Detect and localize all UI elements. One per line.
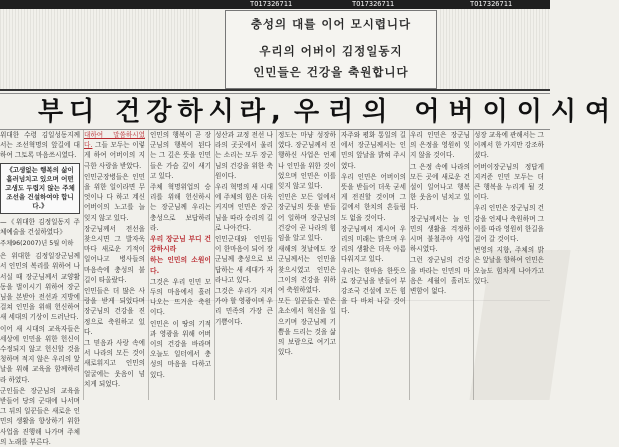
paragraph: 우리 혁명의 새 시대에 주체의 힘은 더욱 커지며 인민은 장군님을 따라 승리의 길로 나아간다. xyxy=(215,183,273,232)
rule-divider xyxy=(0,89,550,91)
highlighted-text: 하는 인민의 소원이다. xyxy=(150,256,211,275)
paragraph: 우리 인민은 장군님의 은정을 영원히 잊지 않을 것이다. xyxy=(410,131,470,160)
paragraph: 이어 새 시대의 교육자들은 세상에 인민을 위한 헌신이 수정되지 않고 헌신할 것을 청하며 적지 않은 우리의 앞날을 위해 교육을 함께하리라 하였다. xyxy=(0,324,80,384)
paragraph: 우리 인민은 장군님의 건강을 언제나 축원하며 그이를 따라 영원히 한길을 걸어 갈 것이다. xyxy=(474,204,544,244)
article-column-6 xyxy=(341,130,410,400)
slogan-box xyxy=(225,10,437,89)
paragraph: 어버이장군님의 정답게 지켜준 인민 모두는 더 큰 행복을 누리게 될 것이다. xyxy=(474,162,544,202)
slogan-line: 우리의 어버이 김정일동지 xyxy=(259,44,403,58)
paragraph: 성산과 교정 전선 나라의 곳곳에서 울리는 소리는 모두 장군님의 건강을 위한 축원이다. xyxy=(215,131,273,180)
article-column-3 xyxy=(150,130,215,400)
fax-number: TO17326711 xyxy=(250,0,293,8)
paragraph: 인민군대와 인민들이 한마음이 되어 장군님께 충성으로 보답하는 새 세대가 자라나고 있다. xyxy=(215,235,273,284)
headline-right: 우리의 어버이이시여 xyxy=(294,97,619,127)
paragraph: 주체 혁명위업의 승리를 위해 헌신하시는 장군님께 우리는 충성으로 보답하리라. xyxy=(150,183,211,232)
paragraph: 위대한 수령 김일성동지께서는 조선혁명의 앞길에 대하여 그토록 마음쓰시였다. xyxy=(0,131,80,160)
paragraph: 새해의 첫날에도 장군님께서는 인민을 찾으시였고 인민은 그이의 건강을 위하여 축원하였다. xyxy=(278,245,336,295)
headline-left: 부디 건강하시라, xyxy=(38,97,287,127)
article-column-5 xyxy=(278,130,340,400)
article-column-1 xyxy=(0,130,84,446)
highlighted-text: 우리 장군님 부디 건강하시라 xyxy=(150,235,211,254)
scan-texture xyxy=(0,9,200,91)
paragraph: 인민군장병들은 인민을 위한 일이라면 무엇이나 다 하고 계신 어버이의 노고를 늘 잊지 않고 있다. xyxy=(84,172,145,222)
paper-fold xyxy=(0,300,550,301)
article-column-2 xyxy=(84,130,149,400)
paragraph: 인민은 모든 일에서 장군님의 뜻을 받들어 일하며 장군님의 건강이 곧 나라의 힘임을 알고 있다. xyxy=(278,193,336,243)
paragraph: 장군님께서 계시여 우리의 미래는 밝으며 우리의 생활은 더욱 아름다워지고 있다. xyxy=(341,224,406,264)
article-column-4 xyxy=(215,130,277,400)
paragraph: 정도는 마냥 성장하였다. 장군님께서 진행하신 사업은 언제나 인민을 위한 것이었으며 인민은 이를 잊지 않고 있다. xyxy=(278,131,336,191)
paragraph: 인민들은 더 많은 사랑을 받게 되었다며 장군님의 건강을 진정으로 축원하고 있다. xyxy=(84,287,145,336)
paragraph: 군인들은 장군님의 교육을 받들어 당의 군대에 나서며 그 뒤의 일꾼들은 새로운 인민의 생활을 향상하기 위한 사업을 진행해 나가며 주체의 노래를 부른다. xyxy=(0,386,80,446)
paragraph: 장군님께서 전선을 찾으시면 그 발자욱마다 새로운 기적이 일어나고 병사들의 마음속에 충성의 불길이 타올랐다. xyxy=(84,224,145,284)
paragraph: 번영의 지향, 주체의 밝은 앞날을 향하여 인민은 오늘도 힘차게 나아가고 있다. xyxy=(474,246,544,285)
paragraph: 모든 일꾼들은 맡은 초소에서 혁신을 일으키며 장군님께 기쁨을 드리는 것을 삶의 보람으로 여기고 있다. xyxy=(278,297,336,357)
paragraph: 인민의 행복이 곧 장군님의 행복이 된다는 그 깊은 뜻을 인민들은 가슴 깊이 새기고 있다. xyxy=(150,131,211,180)
paragraph: 자주와 평화 통일의 길에서 장군님께서는 인민의 앞날을 밝혀 주시였다. xyxy=(341,131,406,170)
highlighted-text: 대하여 말씀하시였다. xyxy=(84,131,145,150)
paragraph: 우리는 한마음 한뜻으로 장군님을 받들어 부강조국 건설에 모든 힘을 다 바쳐 나갈 것이다. xyxy=(341,266,406,316)
paragraph-text: 그들 모두는 이렇게 하여 어버이의 지극한 사랑을 받았다. xyxy=(84,141,145,170)
paragraph: 은 위대한 김정일장군님께서 인민의 복리를 위하여 나서실 때 장군님께서 교양활동을 벌이시기 위하여 장군님을 본받아 전선과 지방에 걸쳐 인민을 위해 헌신하여 새 세대의 기상이 드러난다. xyxy=(0,252,80,322)
fax-number: TO17326711 xyxy=(470,0,513,8)
slogan-line: 충성의 대를 이어 모시렵니다 xyxy=(250,17,412,31)
paragraph: 성장 교육에 관해서는 그이께서 한 가지만 강조하셨다. xyxy=(474,131,544,160)
slogan-line: 인민들은 건강을 축원합니다 xyxy=(253,65,409,79)
paragraph: 인민은 이 땅의 기적과 영광을 위해 어버이의 건강을 바라며 오늘도 일터에서 충성의 마음을 다하고 있다. xyxy=(150,319,211,379)
scan-texture xyxy=(440,9,550,91)
caption: 주체96(2007)년 5월 이하 xyxy=(0,240,74,248)
paragraph: 그런 장군님의 건강을 바라는 인민의 마음은 세월이 흘러도 변함이 없다. xyxy=(410,256,470,296)
paragraph: 우리 인민은 어버이의 뜻을 받들어 더욱 굳세게 전진할 것이며 그 길에서 한치의 흔들림도 없을 것이다. xyxy=(341,172,406,222)
paragraph: 그 믿음과 사랑 속에서 나라의 모든 것이 새로워지고 인민의 얼굴에는 웃음이 넘치게 되었다. xyxy=(84,339,145,388)
fax-number: TO17326711 xyxy=(352,0,395,8)
headline xyxy=(0,95,619,130)
paragraph: —《위대한 김정일동지 주체예술을 건설하였다》 xyxy=(0,217,80,236)
paragraph: 그것은 우리 인민 모두의 마음에서 흘러나오는 뜨거운 축원이다. xyxy=(150,277,211,317)
paragraph: 그것은 우리가 지켜가야 할 영광이며 우리 민족의 가장 큰 기쁨이다. xyxy=(215,287,273,326)
article-column-7 xyxy=(410,130,474,400)
paragraph: 그 은정 속에 나라의 모든 곳에 새로운 건설이 일어나고 행복한 웃음이 넘치고 있다. xyxy=(410,162,470,212)
quote-box: 《고생없는 행복의 삶이 흘러넘치고 있으며 어떤 고생도 두렵지 않는 주체조선을 건설하여야 합니다.》 xyxy=(0,163,80,214)
rule-divider xyxy=(0,93,550,94)
paragraph: 장군님께서는 늘 인민의 생활을 걱정하시며 불철주야 사업하시였다. xyxy=(410,214,470,254)
